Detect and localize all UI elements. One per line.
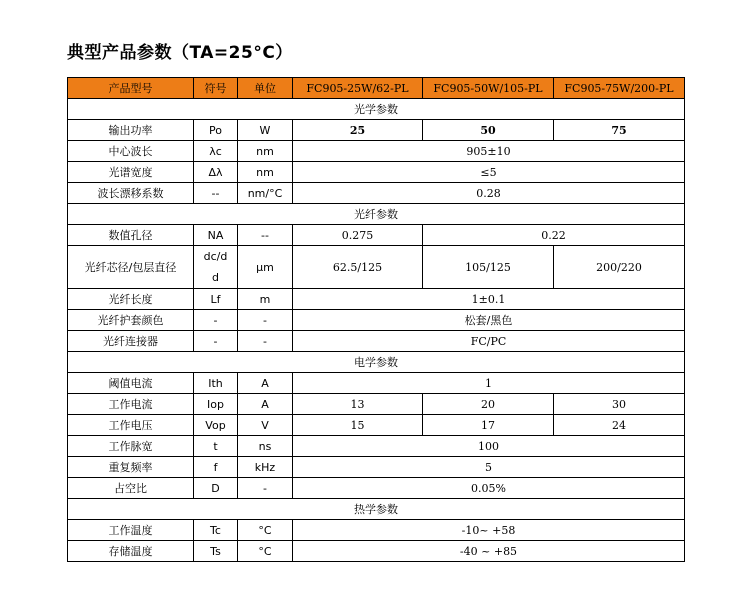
param-name: 工作脉宽 xyxy=(68,436,194,457)
param-name: 光纤护套颜色 xyxy=(68,310,194,331)
param-symbol-line: d xyxy=(212,271,219,284)
param-value: 0.05% xyxy=(293,478,685,499)
param-symbol xyxy=(194,246,238,289)
table-row xyxy=(68,289,685,310)
section-row xyxy=(68,499,685,520)
param-unit: - xyxy=(238,331,293,352)
param-symbol: -- xyxy=(194,183,238,204)
param-unit: m xyxy=(238,289,293,310)
table-row xyxy=(68,457,685,478)
table-row xyxy=(68,541,685,562)
param-unit: W xyxy=(238,120,293,141)
header-model-cell: FC905-25W/62-PL xyxy=(293,78,423,99)
param-value: 松套/黑色 xyxy=(293,310,685,331)
param-value: 15 xyxy=(293,415,423,436)
param-name: 输出功率 xyxy=(68,120,194,141)
param-name: 数值孔径 xyxy=(68,225,194,246)
param-value: 100 xyxy=(293,436,685,457)
param-name: 存储温度 xyxy=(68,541,194,562)
section-title: 电学参数 xyxy=(68,352,685,373)
param-name: 光谱宽度 xyxy=(68,162,194,183)
table-row xyxy=(68,183,685,204)
param-value: FC/PC xyxy=(293,331,685,352)
param-value: 905±10 xyxy=(293,141,685,162)
param-value: 20 xyxy=(423,394,554,415)
table-row xyxy=(68,478,685,499)
section-title: 光纤参数 xyxy=(68,204,685,225)
table-row xyxy=(68,436,685,457)
param-name: 工作电流 xyxy=(68,394,194,415)
param-name: 占空比 xyxy=(68,478,194,499)
param-name: 中心波长 xyxy=(68,141,194,162)
param-unit: °C xyxy=(238,541,293,562)
header-cell: 单位 xyxy=(238,78,293,99)
table-header-row xyxy=(68,78,685,99)
param-value: 0.22 xyxy=(423,225,685,246)
param-unit: - xyxy=(238,478,293,499)
param-symbol: NA xyxy=(194,225,238,246)
param-unit: V xyxy=(238,415,293,436)
param-value: 13 xyxy=(293,394,423,415)
table-row xyxy=(68,120,685,141)
page-title: 典型产品参数（TA=25°C） xyxy=(67,43,293,63)
param-value: 1 xyxy=(293,373,685,394)
param-value: 0.28 xyxy=(293,183,685,204)
param-symbol: Vop xyxy=(194,415,238,436)
param-value: ≤5 xyxy=(293,162,685,183)
param-unit: nm xyxy=(238,141,293,162)
param-unit: kHz xyxy=(238,457,293,478)
param-symbol: - xyxy=(194,331,238,352)
param-symbol: Ts xyxy=(194,541,238,562)
table-row xyxy=(68,246,685,289)
table-row xyxy=(68,141,685,162)
section-row xyxy=(68,99,685,120)
param-value: 1±0.1 xyxy=(293,289,685,310)
param-name: 阈值电流 xyxy=(68,373,194,394)
param-unit: A xyxy=(238,394,293,415)
header-model-cell: FC905-50W/105-PL xyxy=(423,78,554,99)
param-name: 工作电压 xyxy=(68,415,194,436)
param-name: 波长漂移系数 xyxy=(68,183,194,204)
header-model-cell: FC905-75W/200-PL xyxy=(554,78,685,99)
table-row xyxy=(68,394,685,415)
table-row xyxy=(68,331,685,352)
section-row xyxy=(68,352,685,373)
header-cell: 产品型号 xyxy=(68,78,194,99)
header-cell: 符号 xyxy=(194,78,238,99)
param-symbol: Po xyxy=(194,120,238,141)
param-unit: - xyxy=(238,310,293,331)
param-symbol: Δλ xyxy=(194,162,238,183)
param-value: 30 xyxy=(554,394,685,415)
table-row xyxy=(68,225,685,246)
param-value: 75 xyxy=(554,120,685,141)
param-name: 工作温度 xyxy=(68,520,194,541)
param-value: 62.5/125 xyxy=(293,246,423,289)
table-row xyxy=(68,310,685,331)
param-symbol: Ith xyxy=(194,373,238,394)
param-name: 光纤芯径/包层直径 xyxy=(68,246,194,289)
param-symbol: Tc xyxy=(194,520,238,541)
section-title: 热学参数 xyxy=(68,499,685,520)
param-value: -40 ~ +85 xyxy=(293,541,685,562)
param-unit: μm xyxy=(238,246,293,289)
param-value: -10~ +58 xyxy=(293,520,685,541)
param-value: 50 xyxy=(423,120,554,141)
param-value: 24 xyxy=(554,415,685,436)
param-symbol: Lf xyxy=(194,289,238,310)
table-row xyxy=(68,162,685,183)
param-symbol: t xyxy=(194,436,238,457)
param-symbol-line: dc/d xyxy=(203,250,228,263)
table-row xyxy=(68,415,685,436)
param-value: 5 xyxy=(293,457,685,478)
table-row xyxy=(68,520,685,541)
param-value: 17 xyxy=(423,415,554,436)
param-name: 光纤连接器 xyxy=(68,331,194,352)
param-name: 重复频率 xyxy=(68,457,194,478)
param-unit: nm/°C xyxy=(238,183,293,204)
param-value: 0.275 xyxy=(293,225,423,246)
param-unit: nm xyxy=(238,162,293,183)
param-unit: ns xyxy=(238,436,293,457)
param-name: 光纤长度 xyxy=(68,289,194,310)
section-row xyxy=(68,204,685,225)
param-value: 25 xyxy=(293,120,423,141)
param-unit: A xyxy=(238,373,293,394)
section-title: 光学参数 xyxy=(68,99,685,120)
param-symbol: - xyxy=(194,310,238,331)
spec-table xyxy=(67,77,685,562)
param-unit: °C xyxy=(238,520,293,541)
param-value: 105/125 xyxy=(423,246,554,289)
table-row xyxy=(68,373,685,394)
param-symbol: D xyxy=(194,478,238,499)
param-symbol: λc xyxy=(194,141,238,162)
param-symbol: Iop xyxy=(194,394,238,415)
param-value: 200/220 xyxy=(554,246,685,289)
param-symbol: f xyxy=(194,457,238,478)
param-unit: -- xyxy=(238,225,293,246)
